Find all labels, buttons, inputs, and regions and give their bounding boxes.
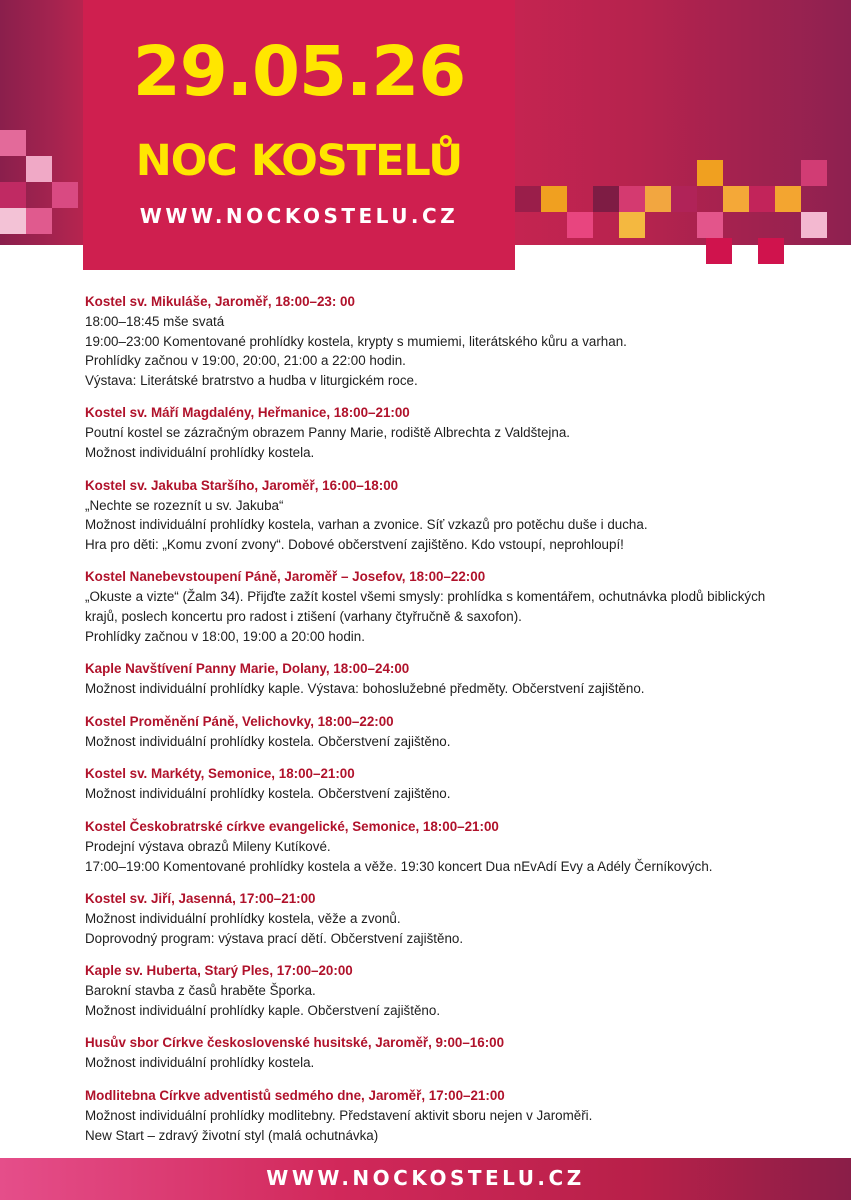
entry-line: 19:00–23:00 Komentované prohlídky kostela, krypty s mumiemi, literátského kůru a varhan. <box>85 333 627 349</box>
entry-title: Kostel Proměnění Páně, Velichovky, 18:00–22:00 <box>85 713 394 729</box>
entry-title: Kaple sv. Huberta, Starý Ples, 17:00–20:00 <box>85 963 353 979</box>
event-entry <box>85 292 830 390</box>
entry-line: Možnost individuální prohlídky kostela. Občerstvení zajištěno. <box>85 786 451 802</box>
deco-square <box>758 238 784 264</box>
event-entry <box>85 476 830 555</box>
event-entry <box>85 1086 830 1145</box>
entry-title: Kostel Nanebevstoupení Páně, Jaroměř – Josefov, 18:00–22:00 <box>85 569 486 585</box>
deco-square <box>541 186 567 212</box>
entry-line: Možnost individuální prohlídky kostela. Občerstvení zajištěno. <box>85 733 451 749</box>
entry-line: Prodejní výstava obrazů Mileny Kutíkové. <box>85 838 331 854</box>
entry-line: krajů, poslech koncertu pro radost i ztišení (varhany čtyřručně & saxofon). <box>85 608 522 624</box>
deco-square <box>0 208 26 234</box>
entry-line: New Start – zdravý životní styl (malá ochutnávka) <box>85 1127 379 1143</box>
footer-url: WWW.NOCKOSTELU.CZ <box>266 1166 585 1190</box>
entry-title: Kostel sv. Jakuba Staršího, Jaroměř, 16:00–18:00 <box>85 477 399 493</box>
deco-square <box>0 130 26 156</box>
entry-line: Možnost individuální prohlídky kaple. Výstava: bohoslužebné předměty. Občerstvení zajištěno. <box>85 681 645 697</box>
event-entry <box>85 817 830 876</box>
entry-line: Možnost individuální prohlídky modlitebny. Představení aktivit sboru nejen v Jaroměři. <box>85 1108 593 1124</box>
deco-square <box>26 156 52 182</box>
entry-title: Kostel Českobratrské církve evangelické, Semonice, 18:00–21:00 <box>85 818 499 834</box>
website-url: WWW.NOCKOSTELU.CZ <box>139 204 459 228</box>
event-name: NOC KOSTELŮ <box>135 136 463 186</box>
deco-square <box>645 186 671 212</box>
entry-line: 17:00–19:00 Komentované prohlídky kostela a věže. 19:30 koncert Dua nEvAdí Evy a Adély Černíkových. <box>85 858 713 874</box>
event-entry <box>85 961 830 1020</box>
entry-title: Kostel sv. Mikuláše, Jaroměř, 18:00–23: 00 <box>85 294 355 309</box>
deco-square <box>26 208 52 234</box>
deco-square <box>801 160 827 186</box>
deco-square <box>697 160 723 186</box>
entry-line: Možnost individuální prohlídky kostela. <box>85 444 315 460</box>
deco-square <box>52 182 78 208</box>
entry-title: Kostel sv. Máří Magdalény, Heřmanice, 18:00–21:00 <box>85 405 410 421</box>
event-entry <box>85 659 830 699</box>
entry-line: Doprovodný program: výstava prací dětí. Občerstvení zajištěno. <box>85 930 464 946</box>
deco-square <box>671 186 697 212</box>
entry-line: Hra pro děti: „Komu zvoní zvony“. Dobové občerstvení zajištěno. Kdo vstoupí, neprohloupí! <box>85 536 624 552</box>
footer-bar <box>0 1158 851 1200</box>
entry-line: Barokní stavba z časů hraběte Šporka. <box>85 983 316 999</box>
entry-line: Možnost individuální prohlídky kostela, věže a zvonů. <box>85 911 401 927</box>
entry-title: Husův sbor Církve československé husitské, Jaroměř, 9:00–16:00 <box>85 1035 505 1051</box>
entry-line: Prohlídky začnou v 19:00, 20:00, 21:00 a 22:00 hodin. <box>85 353 406 369</box>
deco-square <box>723 186 749 212</box>
entry-line: 18:00–18:45 mše svatá <box>85 314 225 329</box>
deco-square <box>775 186 801 212</box>
deco-square <box>0 182 26 208</box>
header-banner <box>0 0 851 272</box>
event-entry <box>85 712 830 752</box>
deco-square <box>749 186 775 212</box>
event-date: 29.05.26 <box>132 32 466 112</box>
deco-square <box>619 212 645 238</box>
entry-line: Možnost individuální prohlídky kaple. Občerstvení zajištěno. <box>85 1002 441 1018</box>
deco-square <box>801 212 827 238</box>
event-entry <box>85 403 830 462</box>
deco-square <box>567 212 593 238</box>
deco-square <box>593 186 619 212</box>
entry-line: „Nechte se rozeznít u sv. Jakuba“ <box>85 497 284 513</box>
deco-square <box>697 212 723 238</box>
entry-line: Prohlídky začnou v 18:00, 19:00 a 20:00 hodin. <box>85 628 365 644</box>
event-entry <box>85 567 830 646</box>
entry-title: Kostel sv. Jiří, Jasenná, 17:00–21:00 <box>85 891 316 907</box>
entry-title: Kostel sv. Markéty, Semonice, 18:00–21:00 <box>85 766 355 782</box>
deco-square <box>706 238 732 264</box>
event-entry <box>85 764 830 804</box>
entry-line: Poutní kostel se zázračným obrazem Panny Marie, rodiště Albrechta z Valdštejna. <box>85 425 571 441</box>
entry-line: „Okuste a vizte“ (Žalm 34). Přijďte zažít kostel všemi smysly: prohlídka s komentářem, ochutnávka plodů biblických <box>85 589 766 605</box>
entry-title: Kaple Navštívení Panny Marie, Dolany, 18:00–24:00 <box>85 661 410 677</box>
entry-title: Modlitebna Církve adventistů sedmého dne, Jaroměř, 17:00–21:00 <box>85 1088 505 1104</box>
event-list <box>85 292 830 1158</box>
event-entry <box>85 889 830 948</box>
entry-line: Výstava: Literátské bratrstvo a hudba v liturgickém roce. <box>85 372 418 388</box>
entry-line: Možnost individuální prohlídky kostela. <box>85 1055 315 1071</box>
event-entry <box>85 1033 830 1073</box>
entry-line: Možnost individuální prohlídky kostela, varhan a zvonice. Síť vzkazů pro potěchu duše i ducha. <box>85 517 648 533</box>
deco-square <box>515 186 541 212</box>
deco-square <box>619 186 645 212</box>
